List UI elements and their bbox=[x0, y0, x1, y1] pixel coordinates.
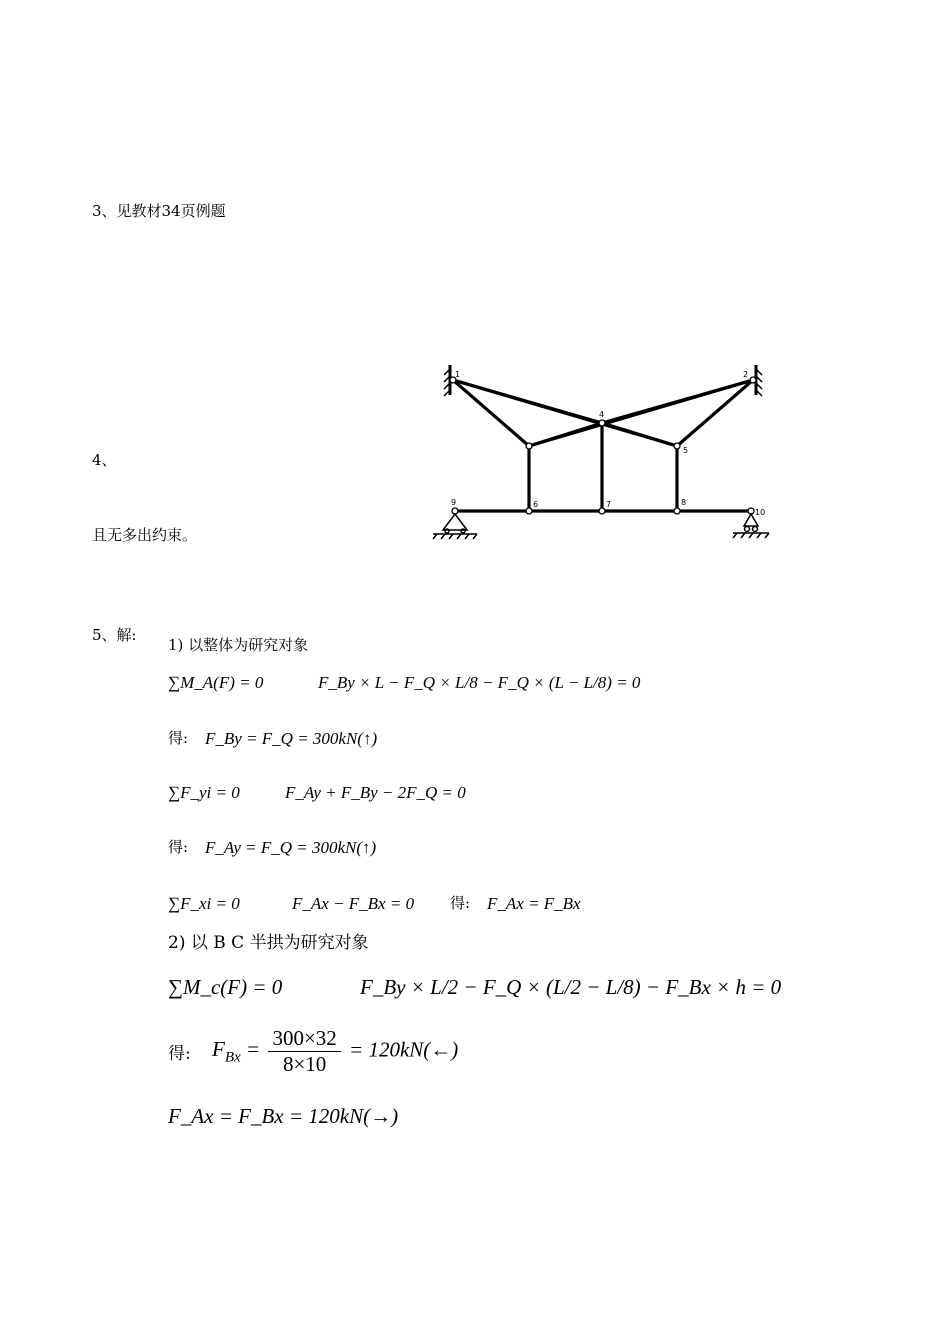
item-3-text: 3、见教材34页例题 bbox=[92, 202, 226, 220]
de-label-4: 得: bbox=[168, 1044, 191, 1064]
equation-moment-a: ∑M_A(F) = 0 bbox=[168, 673, 264, 692]
roller-support-right bbox=[733, 514, 769, 538]
de-label-1: 得: bbox=[168, 729, 189, 747]
result-fby: F_By = F_Q = 300kN(↑) bbox=[205, 729, 378, 748]
fraction-denominator: 8×10 bbox=[282, 1052, 327, 1076]
equation-sum-fx: ∑F_xi = 0 bbox=[168, 894, 240, 913]
equation-moment-c-expanded: F_By × L/2 − F_Q × (L/2 − L/8) − F_Bx × h = 0 bbox=[360, 975, 782, 999]
equation-sum-fy-expanded: F_Ay + F_By − 2F_Q = 0 bbox=[285, 783, 466, 802]
truss-members bbox=[453, 380, 753, 511]
truss-diagram bbox=[425, 355, 780, 545]
right-wall-support bbox=[756, 365, 762, 396]
node-label-7: 7 bbox=[606, 500, 612, 509]
node-label-8: 8 bbox=[681, 498, 687, 507]
left-wall-support bbox=[444, 365, 450, 396]
result-fbx: $F_{Bx}$ = $\frac{300\times 32}{8\times 10}$ = 120kN(←) bbox=[212, 1026, 459, 1076]
pin-support-left bbox=[433, 514, 477, 539]
equation-moment-c: ∑M_c(F) = 0 bbox=[168, 975, 283, 999]
result-fax: F_Ax = F_Bx = 120kN(→) bbox=[168, 1104, 399, 1128]
equation-sum-fx-expanded: F_Ax − F_Bx = 0 bbox=[292, 894, 415, 913]
equation-moment-a-expanded: F_By × L − F_Q × L/8 − F_Q × (L − L/8) = 0 bbox=[318, 673, 641, 692]
node-label-6: 6 bbox=[533, 500, 539, 509]
fbx-result-value: = 120kN(←) bbox=[349, 1037, 459, 1062]
result-fax-equals-fbx: F_Ax = F_Bx bbox=[487, 894, 581, 913]
fraction-numerator: 300×32 bbox=[268, 1028, 340, 1052]
node-label-4: 4 bbox=[599, 410, 605, 419]
node-label-2: 2 bbox=[743, 370, 749, 379]
step-2-heading: 2) 以 B C 半拱为研究对象 bbox=[168, 933, 369, 953]
de-label-3: 得: bbox=[450, 894, 471, 912]
item-4-note: 且无多出约束。 bbox=[92, 526, 198, 544]
node-label-9: 9 bbox=[451, 498, 457, 507]
step-1-heading: 1) 以整体为研究对象 bbox=[168, 636, 309, 654]
result-fay: F_Ay = F_Q = 300kN(↑) bbox=[205, 838, 377, 857]
equation-sum-fy: ∑F_yi = 0 bbox=[168, 783, 240, 802]
node-label-10: 10 bbox=[755, 508, 766, 517]
item-5-label: 5、解: bbox=[92, 626, 137, 644]
node-label-1: 1 bbox=[455, 370, 461, 379]
node-label-5: 5 bbox=[683, 446, 689, 455]
de-label-2: 得: bbox=[168, 838, 189, 856]
item-4-label: 4、 bbox=[92, 451, 117, 469]
fbx-fraction bbox=[268, 1028, 340, 1075]
